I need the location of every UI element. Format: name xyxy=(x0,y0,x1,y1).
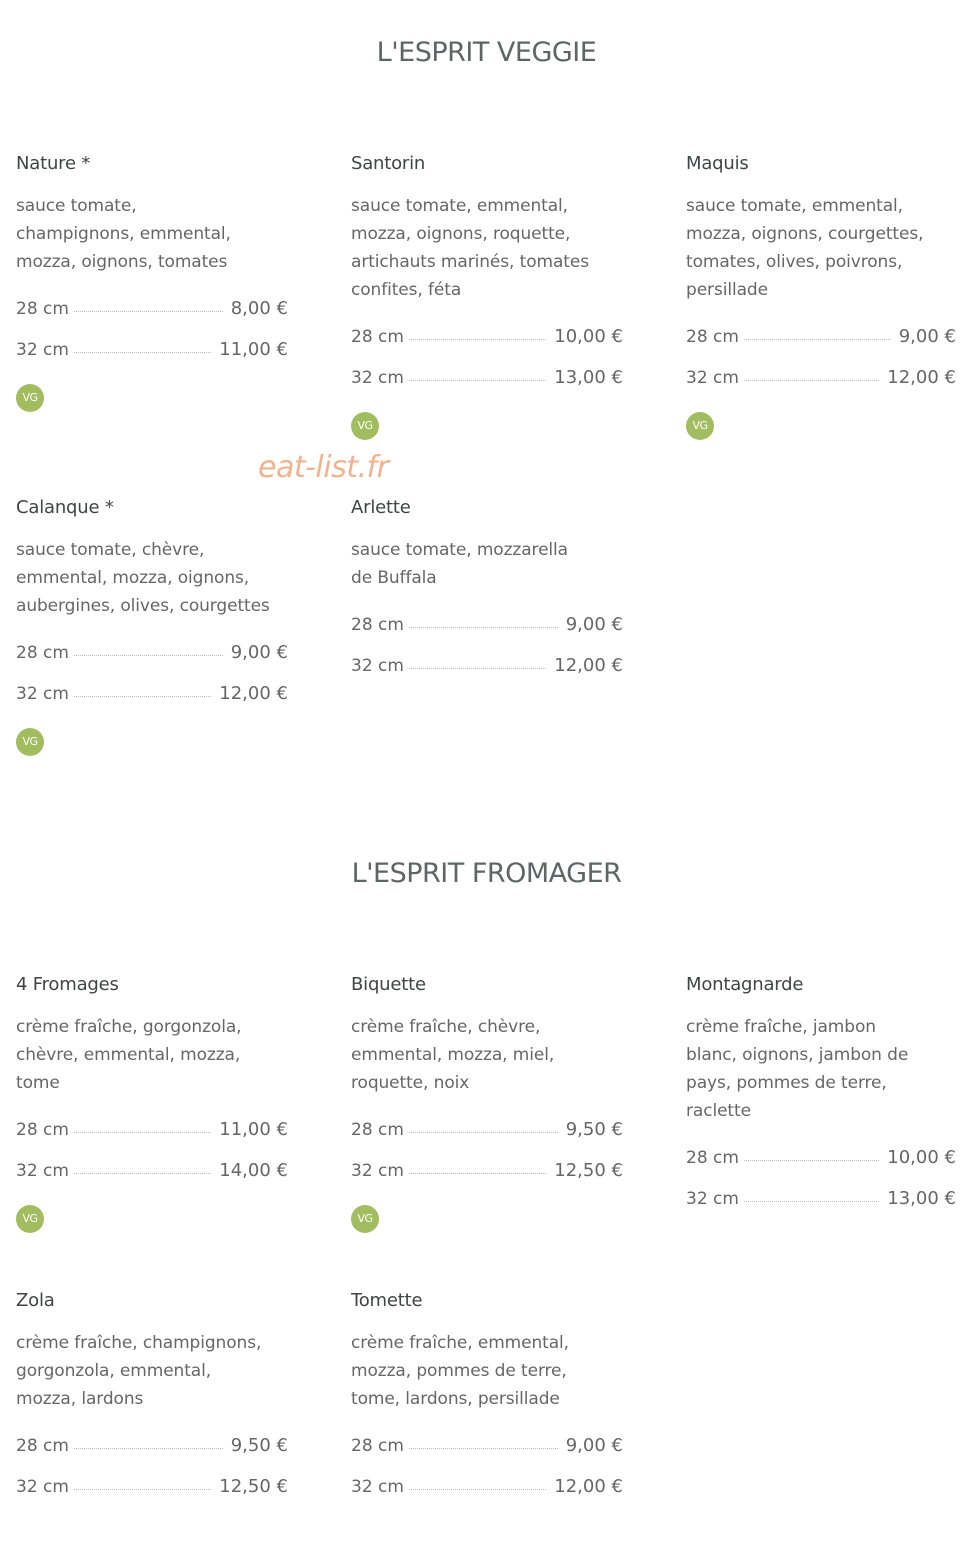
dot-leader xyxy=(74,654,223,656)
dot-leader xyxy=(409,338,546,340)
price-value: 10,00 € xyxy=(887,1147,956,1168)
item-name: Montagnarde xyxy=(686,974,804,995)
size-label: 32 cm xyxy=(686,368,739,388)
price-value: 9,00 € xyxy=(230,642,288,663)
menu-item-arlette xyxy=(351,496,623,696)
dot-leader xyxy=(744,379,879,381)
price-list xyxy=(16,642,288,724)
dot-leader xyxy=(409,667,546,669)
dot-leader xyxy=(409,1172,546,1174)
price-row xyxy=(351,1476,623,1517)
price-value: 12,00 € xyxy=(554,1476,623,1497)
vegetarian-badge: VG xyxy=(686,412,714,440)
price-list xyxy=(16,1119,288,1201)
price-list xyxy=(351,1119,623,1201)
price-value: 9,00 € xyxy=(898,326,956,347)
price-row xyxy=(351,367,623,408)
item-name: 4 Fromages xyxy=(16,974,119,995)
section-title-fromager: L'ESPRIT FROMAGER xyxy=(351,858,622,889)
dot-leader xyxy=(744,338,891,340)
dot-leader xyxy=(74,1447,223,1449)
price-list xyxy=(16,1435,288,1517)
item-name: Nature * xyxy=(16,153,91,174)
size-label: 32 cm xyxy=(351,1477,404,1497)
size-label: 32 cm xyxy=(16,340,69,360)
item-name: Tomette xyxy=(351,1290,423,1311)
menu-item-montagnarde xyxy=(686,973,956,1229)
item-description: crème fraîche, chèvre, emmental, mozza, miel, roquette, noix xyxy=(351,1017,555,1093)
item-description: crème fraîche, champignons, gorgonzola, emmental, mozza, lardons xyxy=(16,1333,262,1409)
price-row xyxy=(351,326,623,367)
item-name: Calanque * xyxy=(16,497,114,518)
watermark: eat-list.fr xyxy=(258,450,389,485)
size-label: 32 cm xyxy=(686,1189,739,1209)
price-value: 12,50 € xyxy=(554,1160,623,1181)
price-row xyxy=(16,683,288,724)
price-value: 9,00 € xyxy=(565,614,623,635)
dot-leader xyxy=(74,1172,211,1174)
menu-item-tomette xyxy=(351,1289,623,1517)
size-label: 28 cm xyxy=(16,1120,69,1140)
dot-leader xyxy=(74,351,211,353)
price-list xyxy=(351,614,623,696)
dot-leader xyxy=(409,1131,558,1133)
size-label: 32 cm xyxy=(16,1477,69,1497)
price-row xyxy=(351,1119,623,1160)
size-label: 28 cm xyxy=(686,1148,739,1168)
price-row xyxy=(16,339,288,380)
price-value: 13,00 € xyxy=(554,367,623,388)
price-row xyxy=(16,642,288,683)
size-label: 28 cm xyxy=(351,615,404,635)
dot-leader xyxy=(409,626,558,628)
vegetarian-badge: VG xyxy=(16,728,44,756)
price-value: 10,00 € xyxy=(554,326,623,347)
item-name: Arlette xyxy=(351,497,411,518)
dot-leader xyxy=(744,1200,879,1202)
price-row xyxy=(351,614,623,655)
dot-leader xyxy=(744,1159,879,1161)
item-description: crème fraîche, gorgonzola, chèvre, emmental, mozza, tome xyxy=(16,1017,242,1093)
price-row xyxy=(686,1147,956,1188)
price-row xyxy=(686,326,956,367)
price-list xyxy=(351,326,623,408)
dot-leader xyxy=(74,1488,211,1490)
price-row xyxy=(16,1435,288,1476)
dot-leader xyxy=(74,310,223,312)
price-value: 13,00 € xyxy=(887,1188,956,1209)
price-row xyxy=(351,1435,623,1476)
item-name: Biquette xyxy=(351,974,426,995)
item-name: Zola xyxy=(16,1290,55,1311)
price-value: 9,50 € xyxy=(230,1435,288,1456)
item-description: crème fraîche, jambon blanc, oignons, jambon de pays, pommes de terre, raclette xyxy=(686,1017,909,1121)
item-description: sauce tomate, emmental, mozza, oignons, courgettes, tomates, olives, poivrons, persillade xyxy=(686,196,924,300)
size-label: 32 cm xyxy=(351,1161,404,1181)
price-value: 14,00 € xyxy=(219,1160,288,1181)
menu-item-santorin xyxy=(351,152,623,440)
price-value: 11,00 € xyxy=(219,339,288,360)
price-list xyxy=(351,1435,623,1517)
size-label: 28 cm xyxy=(16,1436,69,1456)
price-value: 8,00 € xyxy=(230,298,288,319)
price-list xyxy=(686,1147,956,1229)
size-label: 32 cm xyxy=(16,684,69,704)
dot-leader xyxy=(409,1488,546,1490)
size-label: 28 cm xyxy=(16,299,69,319)
size-label: 28 cm xyxy=(351,327,404,347)
price-row xyxy=(16,1119,288,1160)
price-row xyxy=(351,1160,623,1201)
price-row xyxy=(351,655,623,696)
vegetarian-badge: VG xyxy=(16,384,44,412)
price-value: 12,00 € xyxy=(887,367,956,388)
size-label: 32 cm xyxy=(351,656,404,676)
menu-item-nature xyxy=(16,152,288,412)
price-value: 9,00 € xyxy=(565,1435,623,1456)
size-label: 28 cm xyxy=(351,1120,404,1140)
price-row xyxy=(16,1160,288,1201)
price-value: 11,00 € xyxy=(219,1119,288,1140)
size-label: 32 cm xyxy=(16,1161,69,1181)
vegetarian-badge: VG xyxy=(16,1205,44,1233)
item-description: sauce tomate, emmental, mozza, oignons, roquette, artichauts marinés, tomates confites, féta xyxy=(351,196,589,300)
price-list xyxy=(16,298,288,380)
vegetarian-badge: VG xyxy=(351,1205,379,1233)
dot-leader xyxy=(409,1447,558,1449)
size-label: 32 cm xyxy=(351,368,404,388)
price-row xyxy=(686,1188,956,1229)
price-value: 12,50 € xyxy=(219,1476,288,1497)
item-description: crème fraîche, emmental, mozza, pommes de terre, tome, lardons, persillade xyxy=(351,1333,569,1409)
menu-item-maquis xyxy=(686,152,956,440)
menu-item-4-fromages xyxy=(16,973,288,1233)
item-name: Maquis xyxy=(686,153,749,174)
size-label: 28 cm xyxy=(686,327,739,347)
item-description: sauce tomate, chèvre, emmental, mozza, oignons, aubergines, olives, courgettes xyxy=(16,540,270,616)
price-list xyxy=(686,326,956,408)
price-value: 12,00 € xyxy=(219,683,288,704)
vegetarian-badge: VG xyxy=(351,412,379,440)
item-description: sauce tomate, mozzarella de Buffala xyxy=(351,540,568,588)
item-description: sauce tomate, champignons, emmental, mozza, oignons, tomates xyxy=(16,196,231,272)
price-row xyxy=(686,367,956,408)
menu-item-biquette xyxy=(351,973,623,1233)
price-value: 9,50 € xyxy=(565,1119,623,1140)
dot-leader xyxy=(74,1131,211,1133)
size-label: 28 cm xyxy=(351,1436,404,1456)
item-name: Santorin xyxy=(351,153,426,174)
dot-leader xyxy=(409,379,546,381)
menu-item-zola xyxy=(16,1289,288,1517)
price-row xyxy=(16,1476,288,1517)
menu-item-calanque xyxy=(16,496,288,756)
price-value: 12,00 € xyxy=(554,655,623,676)
dot-leader xyxy=(74,695,211,697)
size-label: 28 cm xyxy=(16,643,69,663)
section-title-veggie: L'ESPRIT VEGGIE xyxy=(376,37,597,68)
price-row xyxy=(16,298,288,339)
